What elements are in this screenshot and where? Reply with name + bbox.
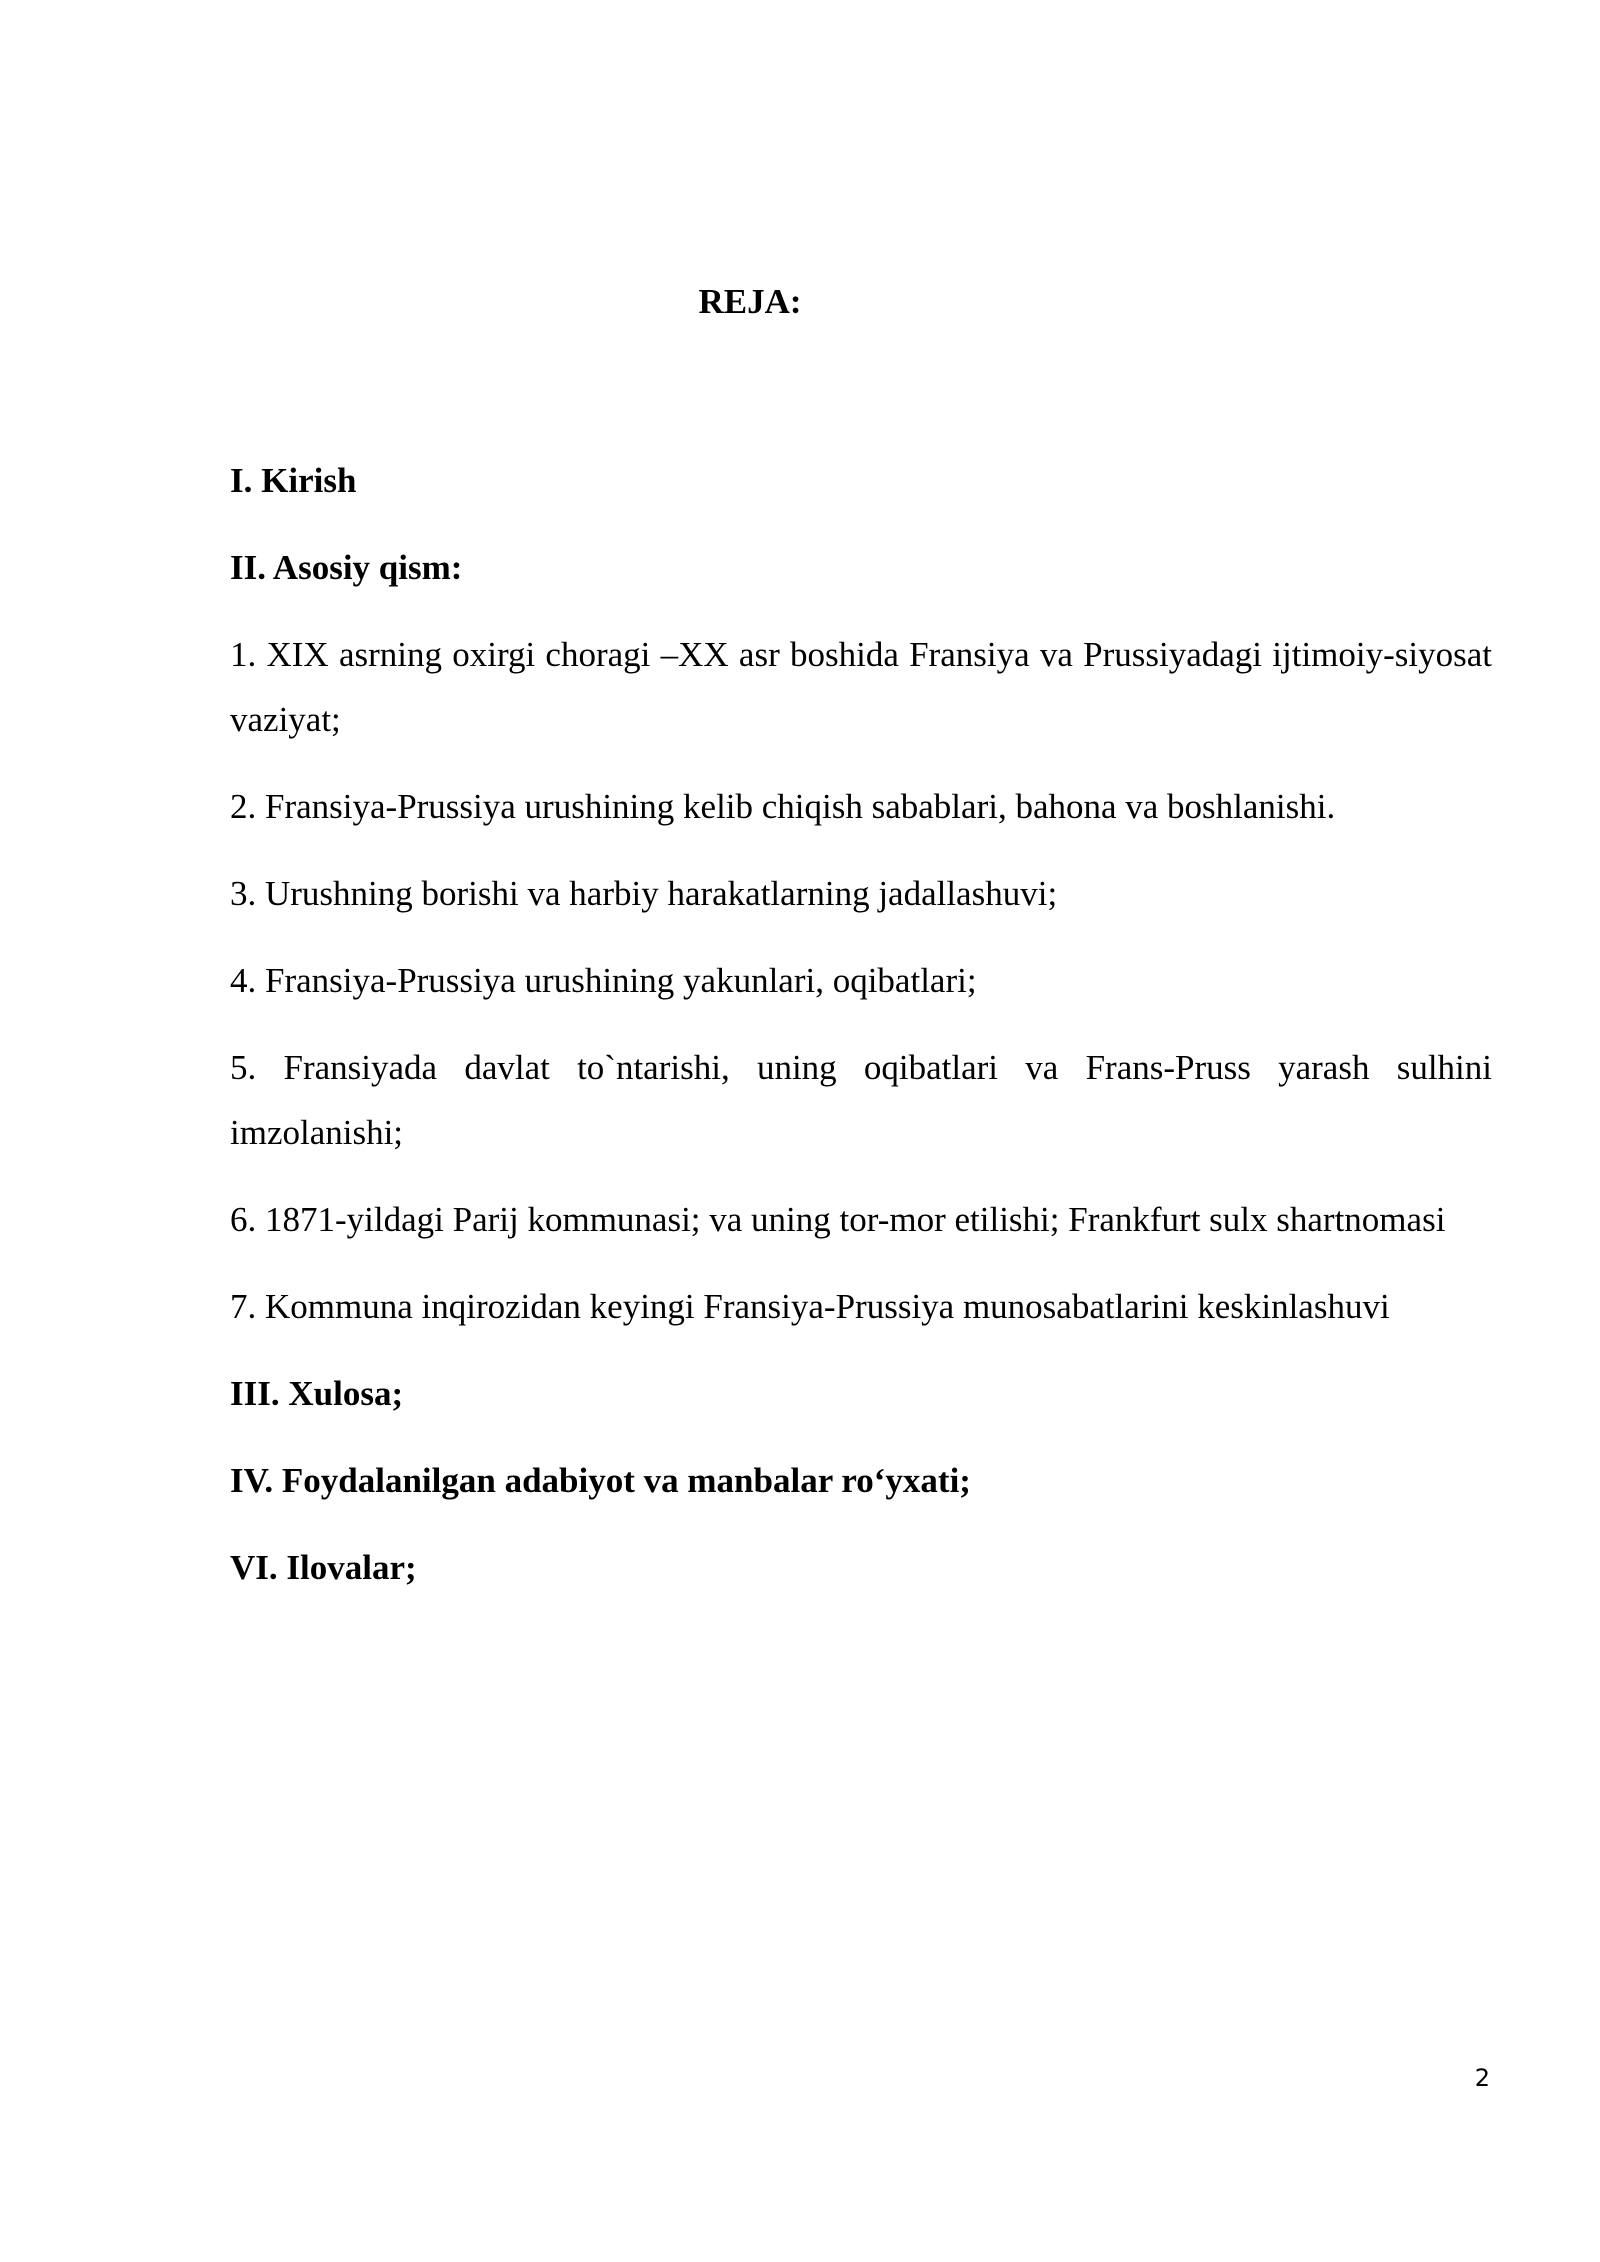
plan-item-7: 7. Kommuna inqirozidan keyingi Fransiya-Prussiya munosabatlarini keskinlashuvi <box>230 1287 1390 1326</box>
plan-item-4: 4. Fransiya-Prussiya urushining yakunlari, oqibatlari; <box>230 961 977 1000</box>
plan-item-5: 5. Fransiyada davlat to`ntarishi, uning oqibatlari va Frans-Pruss yarash sulhini imzolanishi; <box>230 1048 1492 1152</box>
page-title: REJA: <box>698 282 802 321</box>
plan-item-6: 6. 1871-yildagi Parij kommunasi; va uning tor-mor etilishi; Frankfurt sulx shartnomasi <box>230 1200 1446 1239</box>
plan-item-main-part: II. Asosiy qism: <box>230 548 463 587</box>
plan-list <box>230 448 1492 1622</box>
plan-item-introduction: I. Kirish <box>230 461 357 500</box>
plan-item-conclusion: III. Xulosa; <box>230 1374 404 1413</box>
plan-item-2: 2. Fransiya-Prussiya urushining kelib chiqish sabablari, bahona va boshlanishi. <box>230 787 1336 826</box>
plan-item-1: 1. XIX asrning oxirgi choragi –XX asr boshida Fransiya va Prussiyadagi ijtimoiy-siyosat vaziyat; <box>230 635 1492 739</box>
page-number: 2 <box>1474 2064 1490 2092</box>
plan-item-appendices: VI. Ilovalar; <box>230 1548 417 1587</box>
plan-item-references: IV. Foydalanilgan adabiyot va manbalar ro‘yxati; <box>230 1461 971 1500</box>
plan-item-3: 3. Urushning borishi va harbiy harakatlarning jadallashuvi; <box>230 874 1058 913</box>
